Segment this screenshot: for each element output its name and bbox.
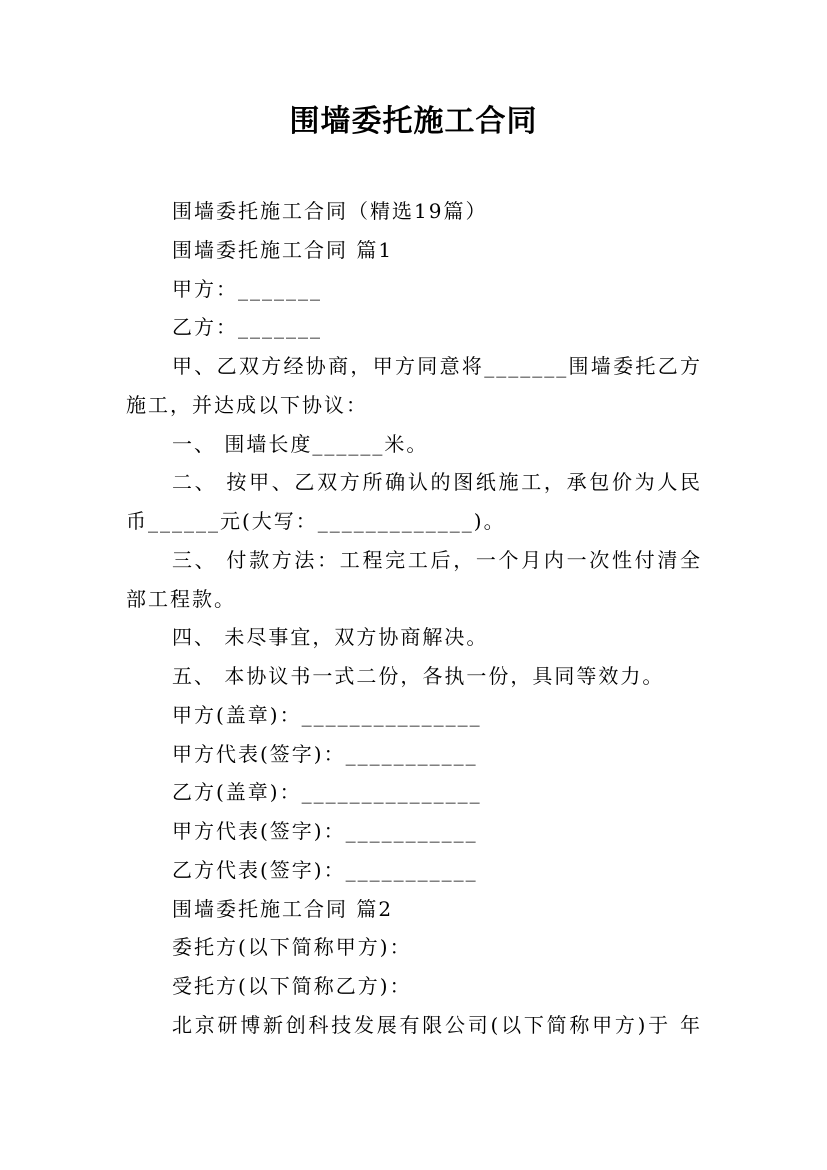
- document-body: [126, 192, 702, 1045]
- paragraph-line: 受托方(以下简称乙方)：: [172, 974, 412, 998]
- party-a-line: 甲方：_______: [172, 276, 322, 301]
- paragraph-line: 甲、乙双方经协商，甲方同意将_______围墙委托乙方: [172, 354, 702, 378]
- subtitle-line: 围墙委托施工合同（精选19篇）: [172, 199, 488, 223]
- party-b-line: 乙方：_______: [172, 315, 322, 340]
- document-title: 围墙委托施工合同: [289, 104, 538, 139]
- signature-line: 乙方(盖章)：_______________: [172, 780, 482, 805]
- paragraph-line: 施工，并达成以下协议：: [126, 392, 368, 417]
- section-heading: 围墙委托施工合同 篇2: [172, 896, 394, 921]
- section-heading: 围墙委托施工合同 篇1: [172, 237, 394, 262]
- paragraph-line: 委托方(以下简称甲方)：: [172, 935, 412, 960]
- paragraph-line: 北京研博新创科技发展有限公司(以下简称甲方)于 年: [172, 1012, 702, 1037]
- clause-2-continued: 币______元(大写：_____________)。: [126, 509, 506, 533]
- clause-5: 五、 本协议书一式二份，各执一份，具同等效力。: [172, 664, 665, 688]
- clause-1: 一、 围墙长度______米。: [172, 431, 429, 456]
- signature-line: 乙方代表(签字)：___________: [172, 857, 478, 882]
- clause-3: 三、 付款方法：工程完工后，一个月内一次性付清全: [172, 547, 702, 572]
- signature-line: 甲方(盖章)：_______________: [172, 702, 482, 727]
- clause-2: 二、 按甲、乙双方所确认的图纸施工，承包价为人民: [172, 470, 702, 495]
- clause-3-continued: 部工程款。: [126, 586, 236, 611]
- signature-line: 甲方代表(签字)：___________: [172, 819, 478, 843]
- clause-4: 四、 未尽事宜，双方协商解决。: [172, 625, 489, 650]
- signature-line: 甲方代表(签字)：___________: [172, 741, 478, 766]
